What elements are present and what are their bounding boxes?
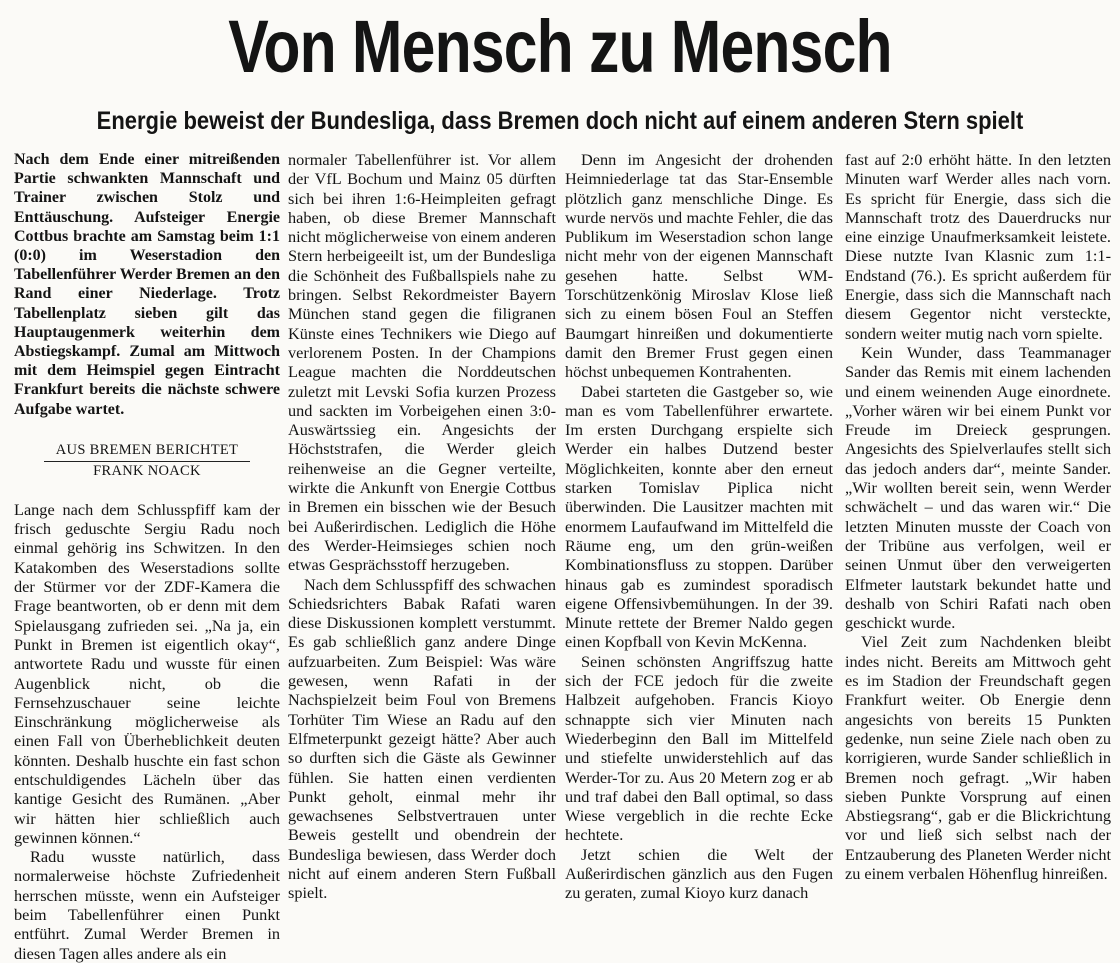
- body-paragraph: Jetzt schien die Welt der Außerirdischen gänzlich aus den Fugen zu geraten, zumal Kioyo kurz danach: [565, 844, 833, 903]
- article-column-4: [845, 150, 1111, 884]
- byline-author: FRANK NOACK: [93, 462, 201, 479]
- body-paragraph: Seinen schönsten Angriffszug hatte sich der FCE jedoch für die zweite Halbzeit aufgehoben. Francis Kioyo schnappte sich vier Minuten nach Wiederbeginn den Ball im Mittelfeld und stiefelte unwiderstehlich auf das Werder-Tor zu. Aus 20 Metern zog er ab und traf dabei den Ball optimal, so dass Wiese vergeblich in die rechte Ecke hechtete.: [565, 651, 833, 845]
- body-paragraph: Nach dem Schlusspfiff des schwachen Schiedsrichters Babak Rafati waren diese Diskussionen komplett verstummt. Es gab schließlich ganz andere Dinge aufzuarbeiten. Zum Beispiel: Was wäre gewesen, wenn Rafati in der Nachspielzeit beim Foul von Bremens Torhüter Tim Wiese an Radu auf den Elfmeterpunkt gezeigt hätte? Aber auch so durften sich die Gäste als Gewinner fühlen. Sie hatten einen verdienten Punkt geholt, einmal mehr ihr gewachsenes Selbstvertrauen unter Beweis gestellt und obendrein der Bundesliga bewiesen, dass Werder doch nicht auf einem anderen Stern Fußball spielt.: [288, 574, 556, 903]
- body-paragraph: Kein Wunder, dass Teammanager Sander das Remis mit einem lachenden und einem weinenden Auge einordnete. „Vorher wären wir bei einem Punkt vor Freude im Dreieck gesprungen. Angesichts des Spielverlaufes stellt sich das jedoch anders dar“, meinte Sander. „Wir wollten bereit sein, wenn Werder schwächelt – und das waren wir.“ Die letzten Minuten musste der Coach von der Tribüne aus verfolgen, weil er seinen Unmut über den verweigerten Elfmeter lautstark bekundet hatte und deshalb von Schiri Rafati nach oben geschickt wurde.: [845, 342, 1111, 633]
- body-paragraph: Viel Zeit zum Nachdenken bleibt indes nicht. Bereits am Mittwoch geht es im Stadion der Freundschaft gegen Frankfurt weiter. Ob Energie denn angesichts von bereits 15 Punkten gedenke, nun seine Ziele nach oben zu korrigieren, wurde Sander schließlich in Bremen noch gefragt. „Wir haben sieben Punkte Vorsprung auf einen Abstiegsrang“, gab er die Blickrichtung vor und ließ sich selbst nach der Entzauberung des Planeten Werder nicht zu einem verbalen Höhenflug hinreißen.: [845, 632, 1111, 883]
- body-paragraph: Radu wusste natürlich, dass normalerweise höchste Zufriedenheit herrschen müsste, wenn ein Aufsteiger beim Tabellenführer einen Punkt entführt. Zumal Werder Bremen in diesen Tagen alles andere als ein: [14, 847, 280, 963]
- body-paragraph: Dabei starteten die Gastgeber so, wie man es vom Tabellenführer erwartete. Im ersten Durchgang erspielte sich Werder ein halbes Dutzend bester Möglichkeiten, konnte aber den erneut starken Tomislav Piplica nicht überwinden. Die Lausitzer machten mit enormem Laufaufwand im Mittelfeld die Räume eng, um den grün-weißen Kombinationsfluss zu stoppen. Darüber hinaus gab es zumindest sporadisch eigene Offensivbemühungen. In der 39. Minute rettete der Bremer Naldo gegen einen Kopfball von Kevin McKenna.: [565, 381, 833, 652]
- article-lead: Nach dem Ende einer mitreißenden Partie schwankten Mannschaft und Trainer zwischen Stolz und Enttäuschung. Aufsteiger Energie Cottbus brachte am Samstag beim 1:1 (0:0) im Weserstadion den Tabellenführer Werder Bremen an den Rand einer Niederlage. Trotz Tabellenplatz sieben gilt das Hauptaugenmerk weiterhin dem Abstiegskampf. Zumal am Mittwoch mit dem Heimspiel gegen Eintracht Frankfurt bereits die nächste schwere Aufgabe wartet.: [14, 151, 280, 418]
- byline: [14, 441, 280, 480]
- article-column-3: [565, 150, 833, 903]
- body-paragraph: Lange nach dem Schlusspfiff kam der frisch geduschte Sergiu Radu noch einmal gehörig ins Schwitzen. In den Katakomben des Weserstadions sollte der Stürmer vor der ZDF-Kamera die Frage beantworten, ob er denn mit dem Spielausgang zufrieden sei. „Na ja, ein Punkt in Bremen ist eigentlich okay“, antwortete Radu und wusste für einen Augenblick nicht, ob die Fernsehzuschauer seine leichte Einschränkung möglicherweise als einen Fall von Überheblichkeit deuten könnten. Deshalb huschte ein fast schon entschuldigendes Lächeln über das kantige Gesicht des Rumänen. „Aber wir hätten hier schließlich auch gewinnen können.“: [14, 499, 280, 847]
- article-subheadline: Energie beweist der Bundesliga, dass Bremen doch nicht auf einem anderen Stern spielt: [96, 107, 1024, 135]
- article-headline: Von Mensch zu Mensch: [228, 5, 892, 88]
- body-paragraph: fast auf 2:0 erhöht hätte. In den letzten Minuten warf Werder alles nach vorn. Es spricht für Energie, dass sich die Mannschaft trotz des Dauerdrucks nur eine einzige Unaufmerksamkeit leistete. Diese nutzte Ivan Klasnic zum 1:1-Endstand (76.). Es spricht außerdem für Energie, dass sich die Mannschaft nach diesem Gegentor nicht versteckte, sondern weiter mutig nach vorn spielte.: [845, 150, 1111, 343]
- article-column-2: [288, 150, 556, 903]
- byline-location: AUS BREMEN BERICHTET: [44, 441, 250, 462]
- body-paragraph: normaler Tabellenführer ist. Vor allem der VfL Bochum und Mainz 05 dürften sich bei ihren 1:6-Heimpleiten gefragt haben, ob diese Bremer Mannschaft nicht möglicherweise von einem anderen Stern herbeigeeilt ist, um der Bundesliga die Schönheit des Fußballspiels nahe zu bringen. Selbst Rekordmeister Bayern München stand gegen die filigranen Künste eines Technikers wie Diego auf verlorenem Posten. In der Champions League machten die Norddeutschen zuletzt mit Levski Sofia kurzen Prozess und sackten im Vorbeigehen einen 3:0-Auswärtssieg ein. Angesichts der Höchststrafen, die Werder gleich reihenweise an die Gegner verteilte, wirkte die Ankunft von Energie Cottbus in Bremen ein bisschen wie der Besuch bei Außerirdischen. Lediglich die Höhe des Werder-Heimsieges schien noch etwas Gesprächsstoff herzugeben.: [288, 150, 556, 575]
- body-paragraph: Denn im Angesicht der drohenden Heimniederlage tat das Star-Ensemble plötzlich ganz menschliche Dinge. Es wurde nervös und machte Fehler, die das Publikum im Weserstadion schon lange nicht mehr von der eigenen Mannschaft gesehen hatte. Selbst WM-Torschützenkönig Miroslav Klose ließ sich zu einem bösen Foul an Steffen Baumgart hinreißen und dokumentierte damit den Bremer Frust gegen einen höchst unbequemen Kontrahenten.: [565, 150, 833, 382]
- article-column-1: [14, 150, 280, 963]
